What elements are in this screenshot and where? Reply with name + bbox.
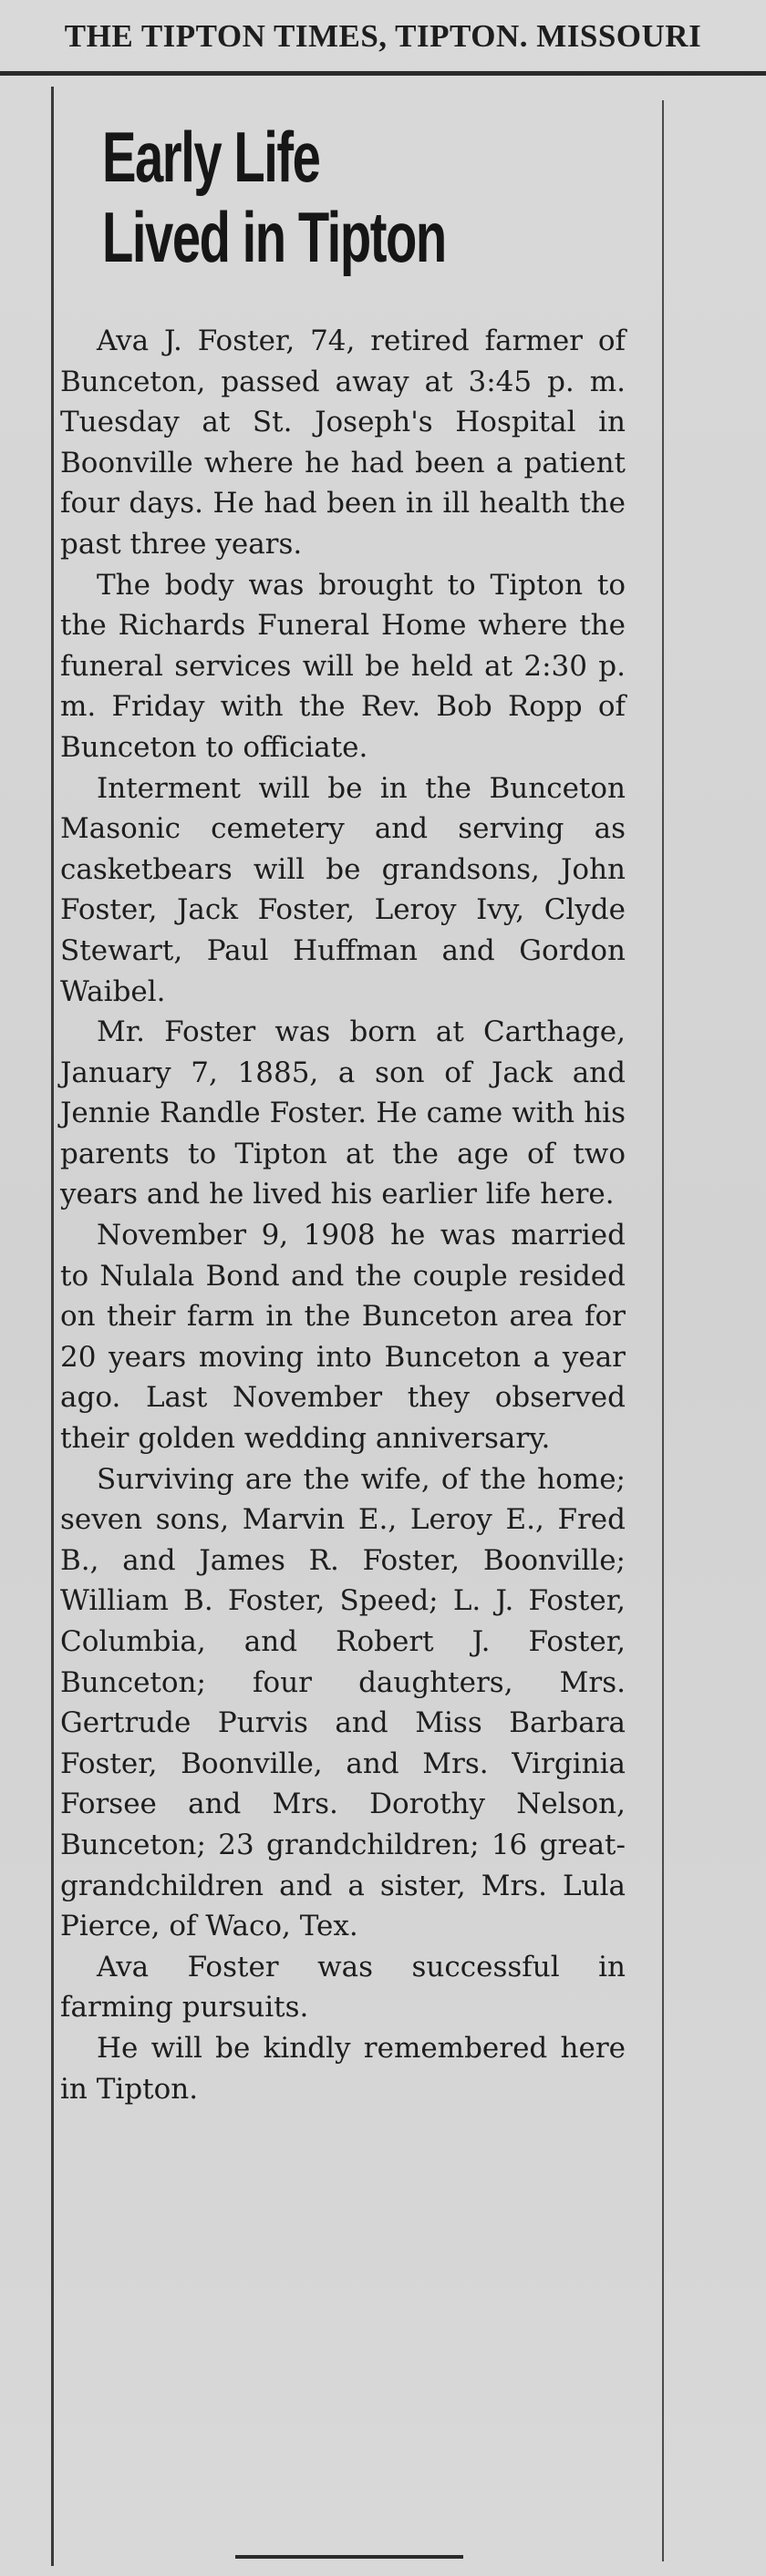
article-body [60, 321, 626, 2109]
article-paragraph: Mr. Foster was born at Carthage, January 7, 1885, a son of Jack and Jennie Randle Foster. He came with his parents to Tipton at the age of two years and he lived his earlier life here. [60, 1015, 626, 1211]
headline-line-1: Early Life [102, 117, 320, 197]
article-end-rule [235, 2555, 463, 2559]
newspaper-masthead: THE TIPTON TIMES, TIPTON. MISSOURI [64, 18, 702, 54]
article-paragraph: The body was brought to Tipton to the Richards Funeral Home where the funeral services will be held at 2:30 p. m. Friday with the Rev. Bob Ropp of Bunceton to officiate. [60, 568, 626, 764]
article-paragraph: Ava Foster was successful in farming pursuits. [60, 1950, 626, 2025]
article-paragraph: Interment will be in the Bunceton Masonic cemetery and serving as casketbears will be grandsons, John Foster, Jack Foster, Leroy Ivy, Clyde Stewart, Paul Huffman and Gordon Waibel. [60, 771, 626, 1008]
column-rule-right [662, 100, 664, 2561]
column-rule-left [51, 87, 54, 2566]
headline-line-2: Lived in Tipton [102, 197, 446, 277]
article-paragraph: Surviving are the wife, of the home; seven sons, Marvin E., Leroy E., Fred B., and James R. Foster, Boonville; William B. Foster, Speed; L. J. Foster, Columbia, and Robert J. Foster, Bunceton; four daughters, Mrs. Gertrude Purvis and Miss Barbara Foster, Boonville, and Mrs. Virginia Forsee and Mrs. Dorothy Nelson, Bunceton; 23 grandchildren; 16 great-grandchildren and a sister, Mrs. Lula Pierce, of Waco, Tex. [60, 1462, 626, 1943]
article-paragraph: November 9, 1908 he was married to Nulala Bond and the couple resided on their farm in the Bunceton area for 20 years moving into Bunceton a year ago. Last November they observed their golden wedding anniversary. [60, 1219, 626, 1456]
article-paragraph: He will be kindly remembered here in Tipton. [60, 2031, 626, 2106]
masthead-rule [0, 71, 766, 76]
article-headline [102, 117, 470, 277]
article-paragraph: Ava J. Foster, 74, retired farmer of Bunceton, passed away at 3:45 p. m. Tuesday at St. Joseph's Hospital in Boonville where he had been a patient four days. He had been in ill health the past three years. [60, 325, 626, 561]
